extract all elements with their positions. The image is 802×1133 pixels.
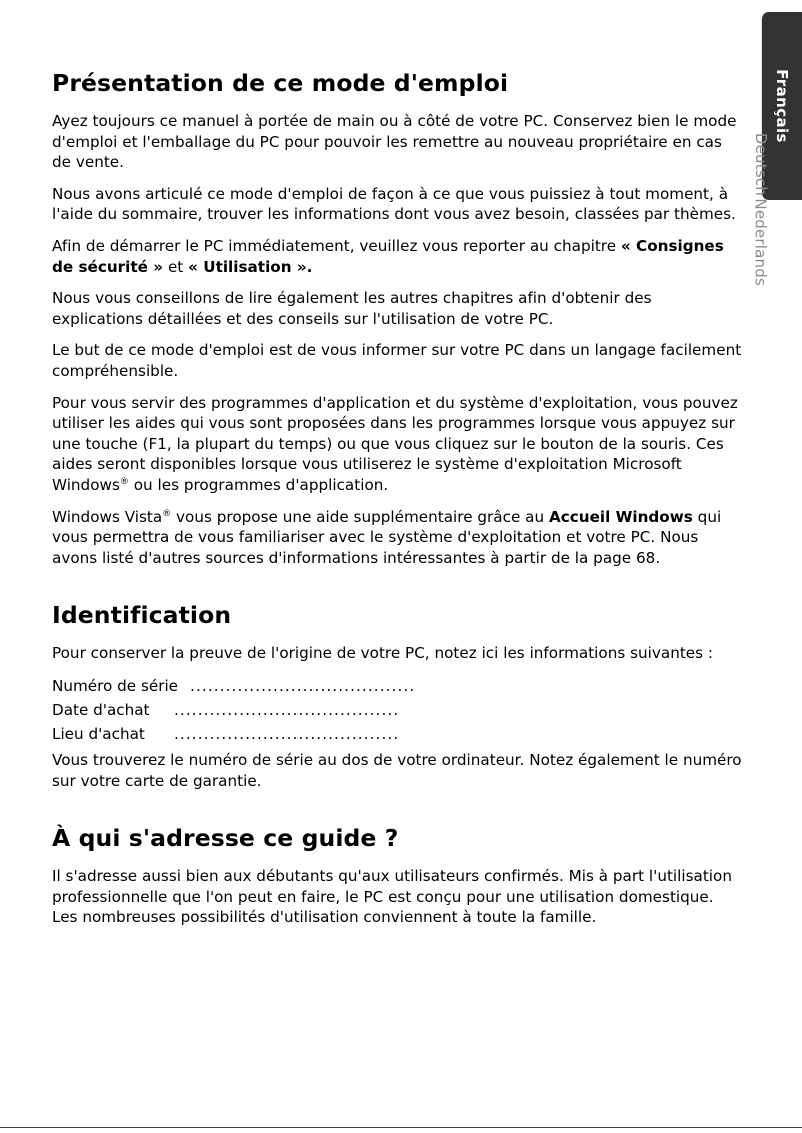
tab-nederlands[interactable]: Nederlands (752, 198, 770, 286)
heading-identification: Identification (52, 601, 232, 630)
chapitre-lead: Afin de démarrer le PC immédiatement, veuillez vous reporter au chapitre (52, 236, 621, 255)
registered-trademark-icon: ® (162, 508, 172, 519)
field-label: Date d'achat (52, 700, 150, 719)
paragraph-identification-intro: Pour conserver la preuve de l'origine de votre PC, notez ici les informations suivantes : (52, 644, 714, 663)
field-dotted-line: ...................................... (190, 676, 416, 695)
registered-trademark-icon: ® (119, 476, 129, 487)
identification-fields (52, 674, 742, 746)
page-content (52, 70, 742, 939)
vista-tail: qui vous permettra de vous familiariser avec le système d'exploitation et votre PC. Nous avons listé d'autres sources d'informations intéressantes à partir de la page 68. (52, 507, 722, 567)
chapitre-bold-consignes: « Consignes de sécurité » (52, 236, 724, 276)
aides-main-text: Pour vous servir des programmes d'application et du système d'exploitation, vous pouvez utiliser les aides qui vous sont proposées dans les programmes lorsque vous appuyez sur une touche (F1, la plupart du temps) ou que vous cliquez sur le bouton de la souris. Ces aides seront disponibles lorsque vous utiliserez le système d'exploitation Microsoft Windows (52, 393, 738, 494)
field-label: Lieu d'achat (52, 724, 145, 743)
vista-bold-accueil: Accueil Windows (548, 507, 693, 526)
footer-divider (0, 1127, 802, 1128)
paragraph-audience: Il s'adresse aussi bien aux débutants qu'aux utilisateurs confirmés. Mis à part l'utilisation professionnelle que l'on peut en faire, le PC est conçu pour une utilisation domestique. Les nombreuses possibilités d'utilisation conviennent à toute la famille. (52, 867, 732, 927)
field-dotted-line: ...................................... (174, 724, 400, 743)
tab-deutsch[interactable]: Deutsch (752, 132, 770, 196)
vista-middle: vous propose une aide supplémentaire grâce au (171, 507, 549, 526)
page-title: Présentation de ce mode d'emploi (52, 69, 509, 97)
paragraph-manual-storage: Ayez toujours ce manuel à portée de main ou à côté de votre PC. Conservez bien le mode d'emploi et l'emballage du PC pour pouvoir les remettre au nouveau propriétaire en cas de vente. (52, 112, 737, 172)
paragraph-but: Le but de ce mode d'emploi est de vous informer sur votre PC dans un langage facilement compréhensible. (52, 341, 742, 380)
paragraph-autres-chapitres: Nous vous conseillons de lire également les autres chapitres afin d'obtenir des explications détaillées et des conseils sur l'utilisation de votre PC. (52, 289, 652, 328)
paragraph-vista (52, 507, 742, 569)
field-label: Numéro de série (52, 676, 179, 695)
heading-audience: À qui s'adresse ce guide ? (52, 824, 399, 853)
tab-francais-label: Français (773, 69, 791, 143)
field-dotted-line: ...................................... (174, 700, 400, 719)
field-purchase-date (52, 698, 742, 722)
chapitre-bold-utilisation: « Utilisation ». (188, 257, 313, 276)
vista-lead: Windows Vista (52, 507, 163, 526)
paragraph-identification-outro: Vous trouverez le numéro de série au dos de votre ordinateur. Notez également le numéro sur votre carte de garantie. (52, 750, 742, 790)
language-tabs (754, 0, 802, 470)
paragraph-aides (52, 393, 742, 496)
paragraph-chapitre (52, 236, 742, 277)
field-serial-number (52, 674, 742, 698)
paragraph-structure: Nous avons articulé ce mode d'emploi de façon à ce que vous puissiez à tout moment, à l'aide du sommaire, trouver les informations dont vous avez besoin, classées par thèmes. (52, 184, 736, 224)
chapitre-middle: et (163, 257, 189, 276)
field-purchase-place (52, 722, 742, 746)
aides-tail-text: ou les programmes d'application. (128, 475, 389, 494)
